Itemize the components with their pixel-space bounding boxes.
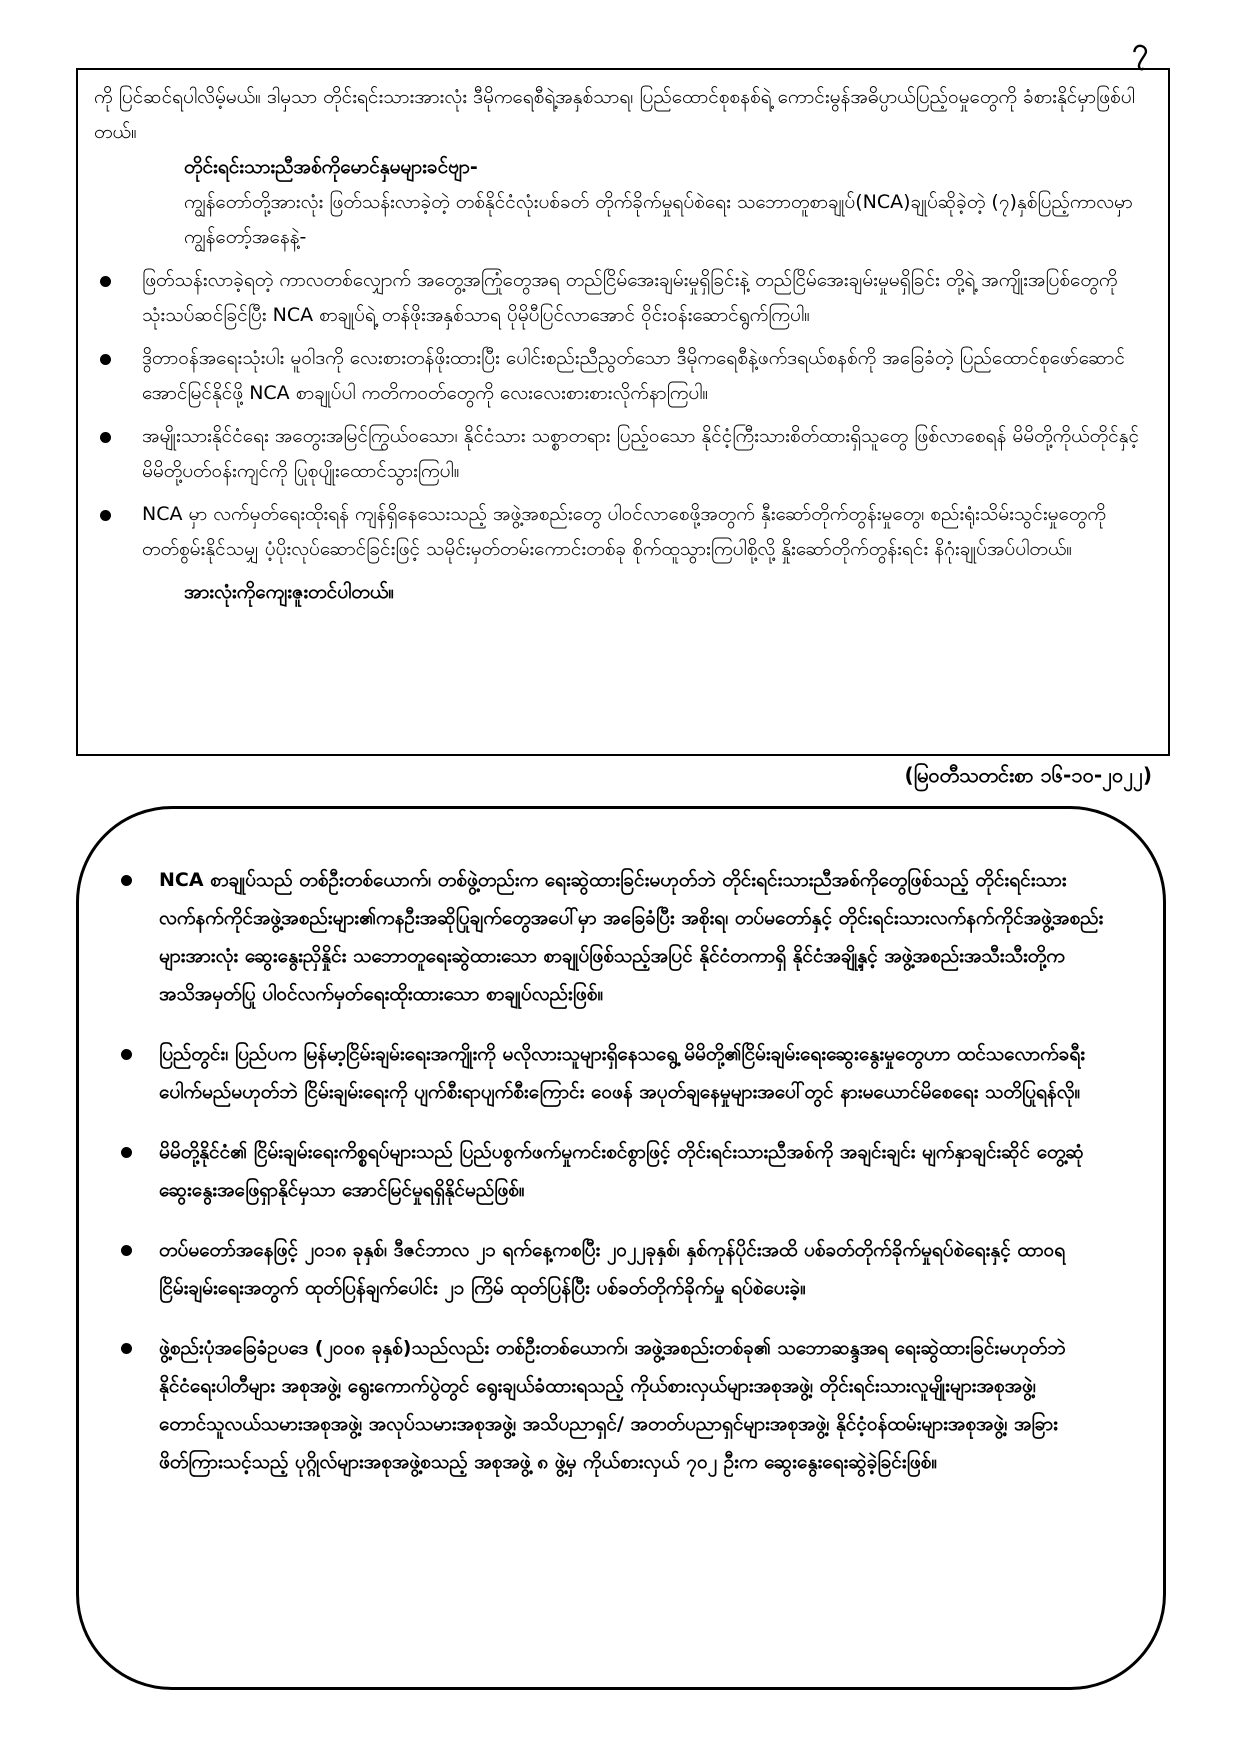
bullet-icon — [121, 875, 132, 886]
list-item — [121, 1035, 1107, 1111]
list-item-text: NCA စာချုပ်သည် တစ်ဦးတစ်ယောက်၊ တစ်ဖွဲ့တည်းက ရေးဆွဲထားခြင်းမဟုတ်ဘဲ တိုင်းရင်းသားညီအစ်ကိုတွေဖြစ်သည့် တိုင်းရင်းသားလက်နက်ကိုင်အဖွဲ့အစည်းများ၏ကနဦးအဆိုပြုချက်တွေအပေါ်မှာ အခြေခံပြီး အစိုးရ၊ တပ်မတော်နှင့် တိုင်းရင်းသားလက်နက်ကိုင်အဖွဲ့အစည်းများအားလုံး ဆွေးနွေးညှိနှိုင်း သဘောတူရေးဆွဲထားသော စာချုပ်ဖြစ်သည့်အပြင် နိုင်ငံတကာရှိ နိုင်ငံအချို့နှင့် အဖွဲ့အစည်းအသီးသီးတို့က အသိအမှတ်ပြု ပါဝင်လက်မှတ်ရေးထိုးထားသော စာချုပ်လည်းဖြစ်။ — [159, 869, 1104, 1005]
list-item-text: NCA မှာ လက်မှတ်ရေးထိုးရန် ကျန်ရှိနေသေးသည့် အဖွဲ့အစည်းတွေ ပါဝင်လာစေဖို့အတွက် နှီးဆော်တိုက်တွန်းမှုတွေ၊ စည်းရုံးသိမ်းသွင်းမှုတွေကို တတ်စွမ်းနိုင်သမျှ ပံ့ပိုးလုပ်ဆောင်ခြင်းဖြင့် သမိုင်းမှတ်တမ်းကောင်းတစ်ခု စိုက်ထူသွားကြပါစို့လို့ နှိုးဆော်တိုက်တွန်းရင်း နိဂုံးချုပ်အပ်ပါတယ်။ — [142, 503, 1106, 560]
speech-excerpt-box — [76, 68, 1170, 756]
list-item-text: အမျိုးသားနိုင်ငံရေး အတွေးအမြင်ကြွယ်ဝသော၊ နိုင်ငံသား သစ္စာတရား ပြည့်ဝသော နိုင်ငံ့ကြီးသားစိတ်ထားရှိသူတွေ ဖြစ်လာစေရန် မိမိတို့ကိုယ်တိုင်နှင့် မိမိတို့ပတ်ဝန်းကျင်ကို ပြုစုပျိုးထောင်သွားကြပါ။ — [142, 425, 1140, 482]
list-item-text: ဖွဲ့စည်းပုံအခြေခံဥပဒေ (၂၀၀၈ ခုနှစ်)သည်လည်း တစ်ဦးတစ်ယောက်၊ အဖွဲ့အစည်းတစ်ခု၏ သဘောဆန္ဒအရ ရေးဆွဲထားခြင်းမဟုတ်ဘဲ နိုင်ငံရေးပါတီများ အစုအဖွဲ့၊ ရွေးကောက်ပွဲတွင် ရွေးချယ်ခံထားရသည့် ကိုယ်စားလှယ်များအစုအဖွဲ့၊ တိုင်းရင်းသားလူမျိုးများအစုအဖွဲ့၊ တောင်သူလယ်သမားအစုအဖွဲ့၊ အလုပ်သမားအစုအဖွဲ့၊ အသိပညာရှင်/ အတတ်ပညာရှင်များအစုအဖွဲ့၊ နိုင်ငံ့ဝန်ထမ်းများအစုအဖွဲ့၊ အခြားဖိတ်ကြားသင့်သည့် ပုဂ္ဂိုလ်များအစုအဖွဲ့စသည့် အစုအဖွဲ့ ၈ ဖွဲ့မှ ကိုယ်စားလှယ် ၇၀၂ ဦးက ဆွေးနွေးရေးဆွဲခဲ့ခြင်းဖြစ်။ — [159, 1337, 1066, 1473]
list-item-text: တပ်မတော်အနေဖြင့် ၂၀၁၈ ခုနှစ်၊ ဒီဇင်ဘာလ ၂၁ ရက်နေ့ကစပြီး ၂၀၂၂ခုနှစ်၊ နှစ်ကုန်ပိုင်းအထိ ပစ်ခတ်တိုက်ခိုက်မှုရပ်စဲရေးနှင့် ထာဝရငြိမ်းချမ်းရေးအတွက် ထုတ်ပြန်ချက်ပေါင်း ၂၁ ကြိမ် ထုတ်ပြန်ပြီး ပစ်ခတ်တိုက်ခိုက်မှု ရပ်စဲပေးခဲ့။ — [159, 1239, 1066, 1299]
list-item — [121, 1133, 1107, 1209]
bullet-icon — [100, 354, 111, 365]
bullet-icon — [100, 276, 111, 287]
source-citation: (မြဝတီသတင်းစာ ၁၆-၁၀-၂၀၂၂) — [904, 763, 1152, 787]
list-item-text: ဖြတ်သန်းလာခဲ့ရတဲ့ ကာလတစ်လျှောက် အတွေ့အကြုံတွေအရ တည်ငြိမ်အေးချမ်းမှုရှိခြင်းနဲ့ တည်ငြိမ်အေးချမ်းမှုမရှိခြင်း တို့ရဲ့ အကျိုးအပြစ်တွေကို သုံးသပ်ဆင်ခြင်ပြီး NCA စာချုပ်ရဲ့ တန်ဖိုးအနှစ်သာရ ပိုမိုပီပြင်လာအောင် ဝိုင်းဝန်းဆောင်ရွက်ကြပါ။ — [142, 269, 1118, 326]
bullet-icon — [121, 1049, 132, 1060]
salutation-heading: တိုင်းရင်းသားညီအစ်ကိုမောင်နှမများခင်ဗျာ- — [184, 156, 478, 178]
bullet-icon — [100, 432, 111, 443]
page-number: ၇ — [1132, 32, 1148, 65]
list-item-text: ဒွိတာဝန်အရေးသုံးပါး မူဝါဒကို လေးစားတန်ဖိုးထားပြီး ပေါင်းစည်းညီညွတ်သော ဒီမိုကရေစီနဲ့ဖက်ဒရယ်စနစ်ကို အခြေခံတဲ့ ပြည်ထောင်စုဖော်ဆောင် အောင်မြင်နိုင်ဖို့ NCA စာချုပ်ပါ ကတိကဝတ်တွေကို လေးလေးစားစားလိုက်နာကြပါ။ — [142, 347, 1125, 404]
bullet-icon — [121, 1343, 132, 1354]
list-item-text: မိမိတို့နိုင်ငံ၏ ငြိမ်းချမ်းရေးကိစ္စရပ်များသည် ပြည်ပစွက်ဖက်မှုကင်းစင်စွာဖြင့် တိုင်းရင်းသားညီအစ်ကို အချင်းချင်း မျက်နှာချင်းဆိုင် တွေ့ဆုံဆွေးနွေးအဖြေရှာနိုင်မှသာ အောင်မြင်မှုရရှိနိုင်မည်ဖြစ်။ — [159, 1141, 1084, 1201]
closing-line: အားလုံးကိုကျေးဇူးတင်ပါတယ်။ — [184, 581, 395, 603]
list-item-text: ပြည်တွင်း၊ ပြည်ပက မြန်မာ့ငြိမ်းချမ်းရေးအကျိုးကို မလိုလားသူများရှိနေသရွေ့ မိမိတို့၏ငြိမ်းချမ်းရေးဆွေးနွေးမှုတွေဟာ ထင်သလောက်ခရီးပေါက်မည်မဟုတ်ဘဲ ငြိမ်းချမ်းရေးကို ပျက်စီးရာပျက်စီးကြောင်း ဝေဖန် အပုတ်ချနေမှုများအပေါ်တွင် နားမယောင်မိစေရေး သတိပြုရန်လို။ — [159, 1043, 1086, 1103]
list-item — [94, 341, 1144, 411]
bullet-icon — [100, 510, 111, 521]
speech-bullet-list — [94, 263, 1144, 567]
list-item — [121, 1231, 1107, 1307]
key-points-box — [76, 806, 1166, 1690]
key-points-list — [121, 861, 1107, 1481]
speech-paragraph: ကျွန်တော်တို့အားလုံး ဖြတ်သန်းလာခဲ့တဲ့ တစ်နိုင်ငံလုံးပစ်ခတ် တိုက်ခိုက်မှုရပ်စဲရေး သဘောတူစာချုပ်(NCA)ချုပ်ဆိုခဲ့တဲ့ (၇)နှစ်ပြည့်ကာလမှာ ကျွန်တော့်အနေနဲ့- — [184, 191, 1133, 248]
bullet-icon — [121, 1147, 132, 1158]
list-item — [121, 861, 1107, 1013]
intro-paragraph: ကို ပြင်ဆင်ရပါလိမ့်မယ်။ ဒါမှသာ တိုင်းရင်းသားအားလုံး ဒီမိုကရေစီရဲ့အနှစ်သာရ၊ ပြည်ထောင်စုစနစ်ရဲ့ ကောင်းမွန်အဓိပ္ပာယ်ပြည့်ဝမှုတွေကို ခံစားနိုင်မှာဖြစ်ပါတယ်။ — [94, 86, 1135, 143]
list-item — [94, 263, 1144, 333]
list-item — [94, 419, 1144, 489]
list-item — [121, 1329, 1107, 1481]
list-item — [94, 497, 1144, 567]
bullet-icon — [121, 1245, 132, 1256]
